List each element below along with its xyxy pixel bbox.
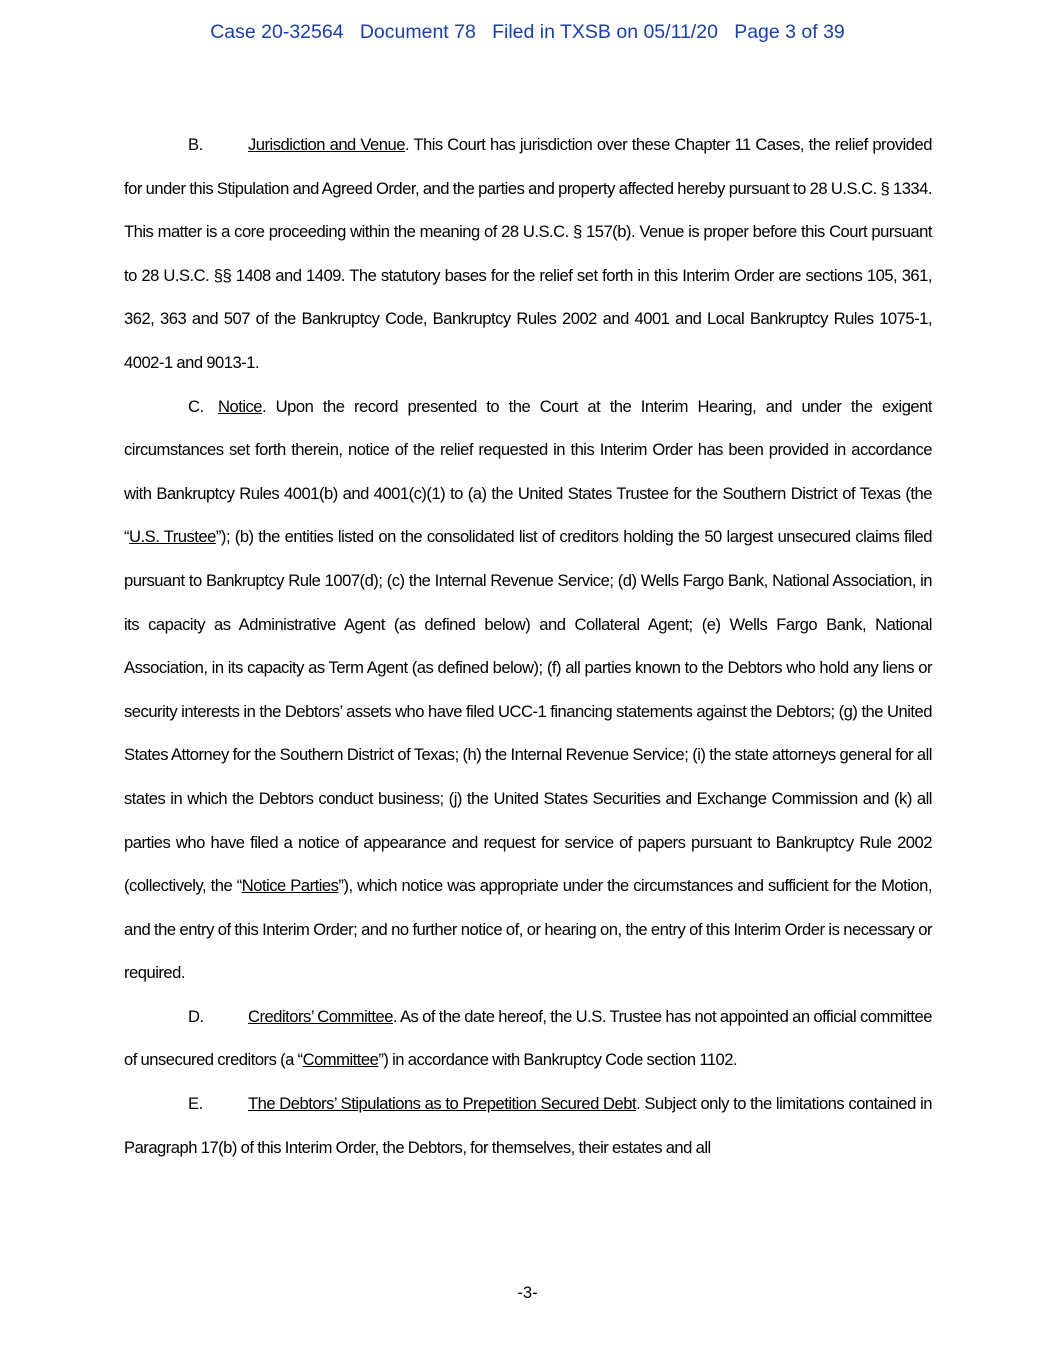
paragraph-e-text: . Subject only to the limitations contained in Paragraph 17(b) of this Interim Order, the Debtors, for themselves, their estates and all xyxy=(124,1094,932,1157)
paragraph-c-text-3: ”), which notice was appropriate under the circumstances and sufficient for the Motion, and the entry of this Interim Order; and no further notice of, or hearing on, the entry of this Interim Order is necessary or required. xyxy=(124,876,933,983)
paragraph-d-heading: Creditors’ Committee xyxy=(248,1006,393,1026)
paragraph-b-text: . This Court has jurisdiction over these Chapter 11 Cases, the relief provided for under this Stipulation and Agreed Order, and the parties and property affected hereby pursuant to 28 U.S.C. § 1334. This matter is a core proceeding within the meaning of 28 U.S.C. § 157(b). Venue is proper before this Court pursuant to 28 U.S.C. §§ 1408 and 1409. The statutory bases for the relief set forth in this Interim Order are sections 105, 361, 362, 363 and 507 of the Bankruptcy Code, Bankruptcy Rules 2002 and 4001 and Local Bankruptcy Rules 1075-1, 4002-1 and 9013-1. xyxy=(124,135,932,372)
court-filing-header xyxy=(0,20,1055,44)
paragraph-d-text-2: ”) in accordance with Bankruptcy Code section 1102. xyxy=(378,1050,738,1070)
defined-term-us-trustee: U.S. Trustee xyxy=(129,527,216,547)
document-body xyxy=(124,123,932,1169)
paragraph-c-text-2: ”); (b) the entities listed on the consolidated list of creditors holding the 50 largest unsecured claims filed pursuant to Bankruptcy Rule 1007(d); (c) the Internal Revenue Service; (d) Wells Fargo Bank, National Association, in its capacity as Administrative Agent (as defined below) and Collateral Agent; (e) Wells Fargo Bank, National Association, in its capacity as Term Agent (as defined below); (f) all parties known to the Debtors who hold any liens or security interests in the Debtors’ assets who have filed UCC-1 financing statements against the Debtors; (g) the United States Attorney for the Southern District of Texas; (h) the Internal Revenue Service; (i) the state attorneys general for all states in which the Debtors conduct business; (j) the United States Securities and Exchange Commission and (k) all parties who have filed a notice of appearance and request for service of papers pursuant to Bankruptcy Rule 2002 (collectively, the “ xyxy=(124,527,932,896)
paragraph-e xyxy=(124,1082,932,1169)
paragraph-b-heading: Jurisdiction and Venue xyxy=(248,135,405,154)
paragraph-d-text-1: . As of the date hereof, the U.S. Trustee has not appointed an official committee of unsecured creditors (a “ xyxy=(124,1006,932,1070)
defined-term-notice-parties: Notice Parties xyxy=(241,876,339,896)
case-number: Case 20-32564 xyxy=(210,21,344,43)
paragraph-b xyxy=(124,123,932,385)
filed-stamp: Filed in TXSB on 05/11/20 xyxy=(492,21,718,43)
paragraph-b-label: B. xyxy=(188,135,203,154)
paragraph-c-text-1: . Upon the record presented to the Court at the Interim Hearing, and under the exigent circumstances set forth therein, notice of the relief requested in this Interim Order has been provided in accordance with Bankruptcy Rules 4001(b) and 4001(c)(1) to (a) the United States Trustee for the Southern District of Texas (the “ xyxy=(124,396,932,547)
paragraph-c-heading: Notice xyxy=(218,396,263,416)
paragraph-d-label: D. xyxy=(188,1006,204,1026)
page-number: -3- xyxy=(517,1283,538,1302)
paragraph-e-heading: The Debtors’ Stipulations as to Prepetition Secured Debt xyxy=(248,1094,637,1114)
paragraph-e-label: E. xyxy=(188,1094,203,1114)
paragraph-c-label: C. xyxy=(188,396,204,416)
paragraph-c xyxy=(124,385,932,995)
paragraph-d xyxy=(124,995,932,1082)
defined-term-committee: Committee xyxy=(302,1050,379,1070)
page-of-total: Page 3 of 39 xyxy=(734,21,845,43)
document-number: Document 78 xyxy=(359,21,476,43)
